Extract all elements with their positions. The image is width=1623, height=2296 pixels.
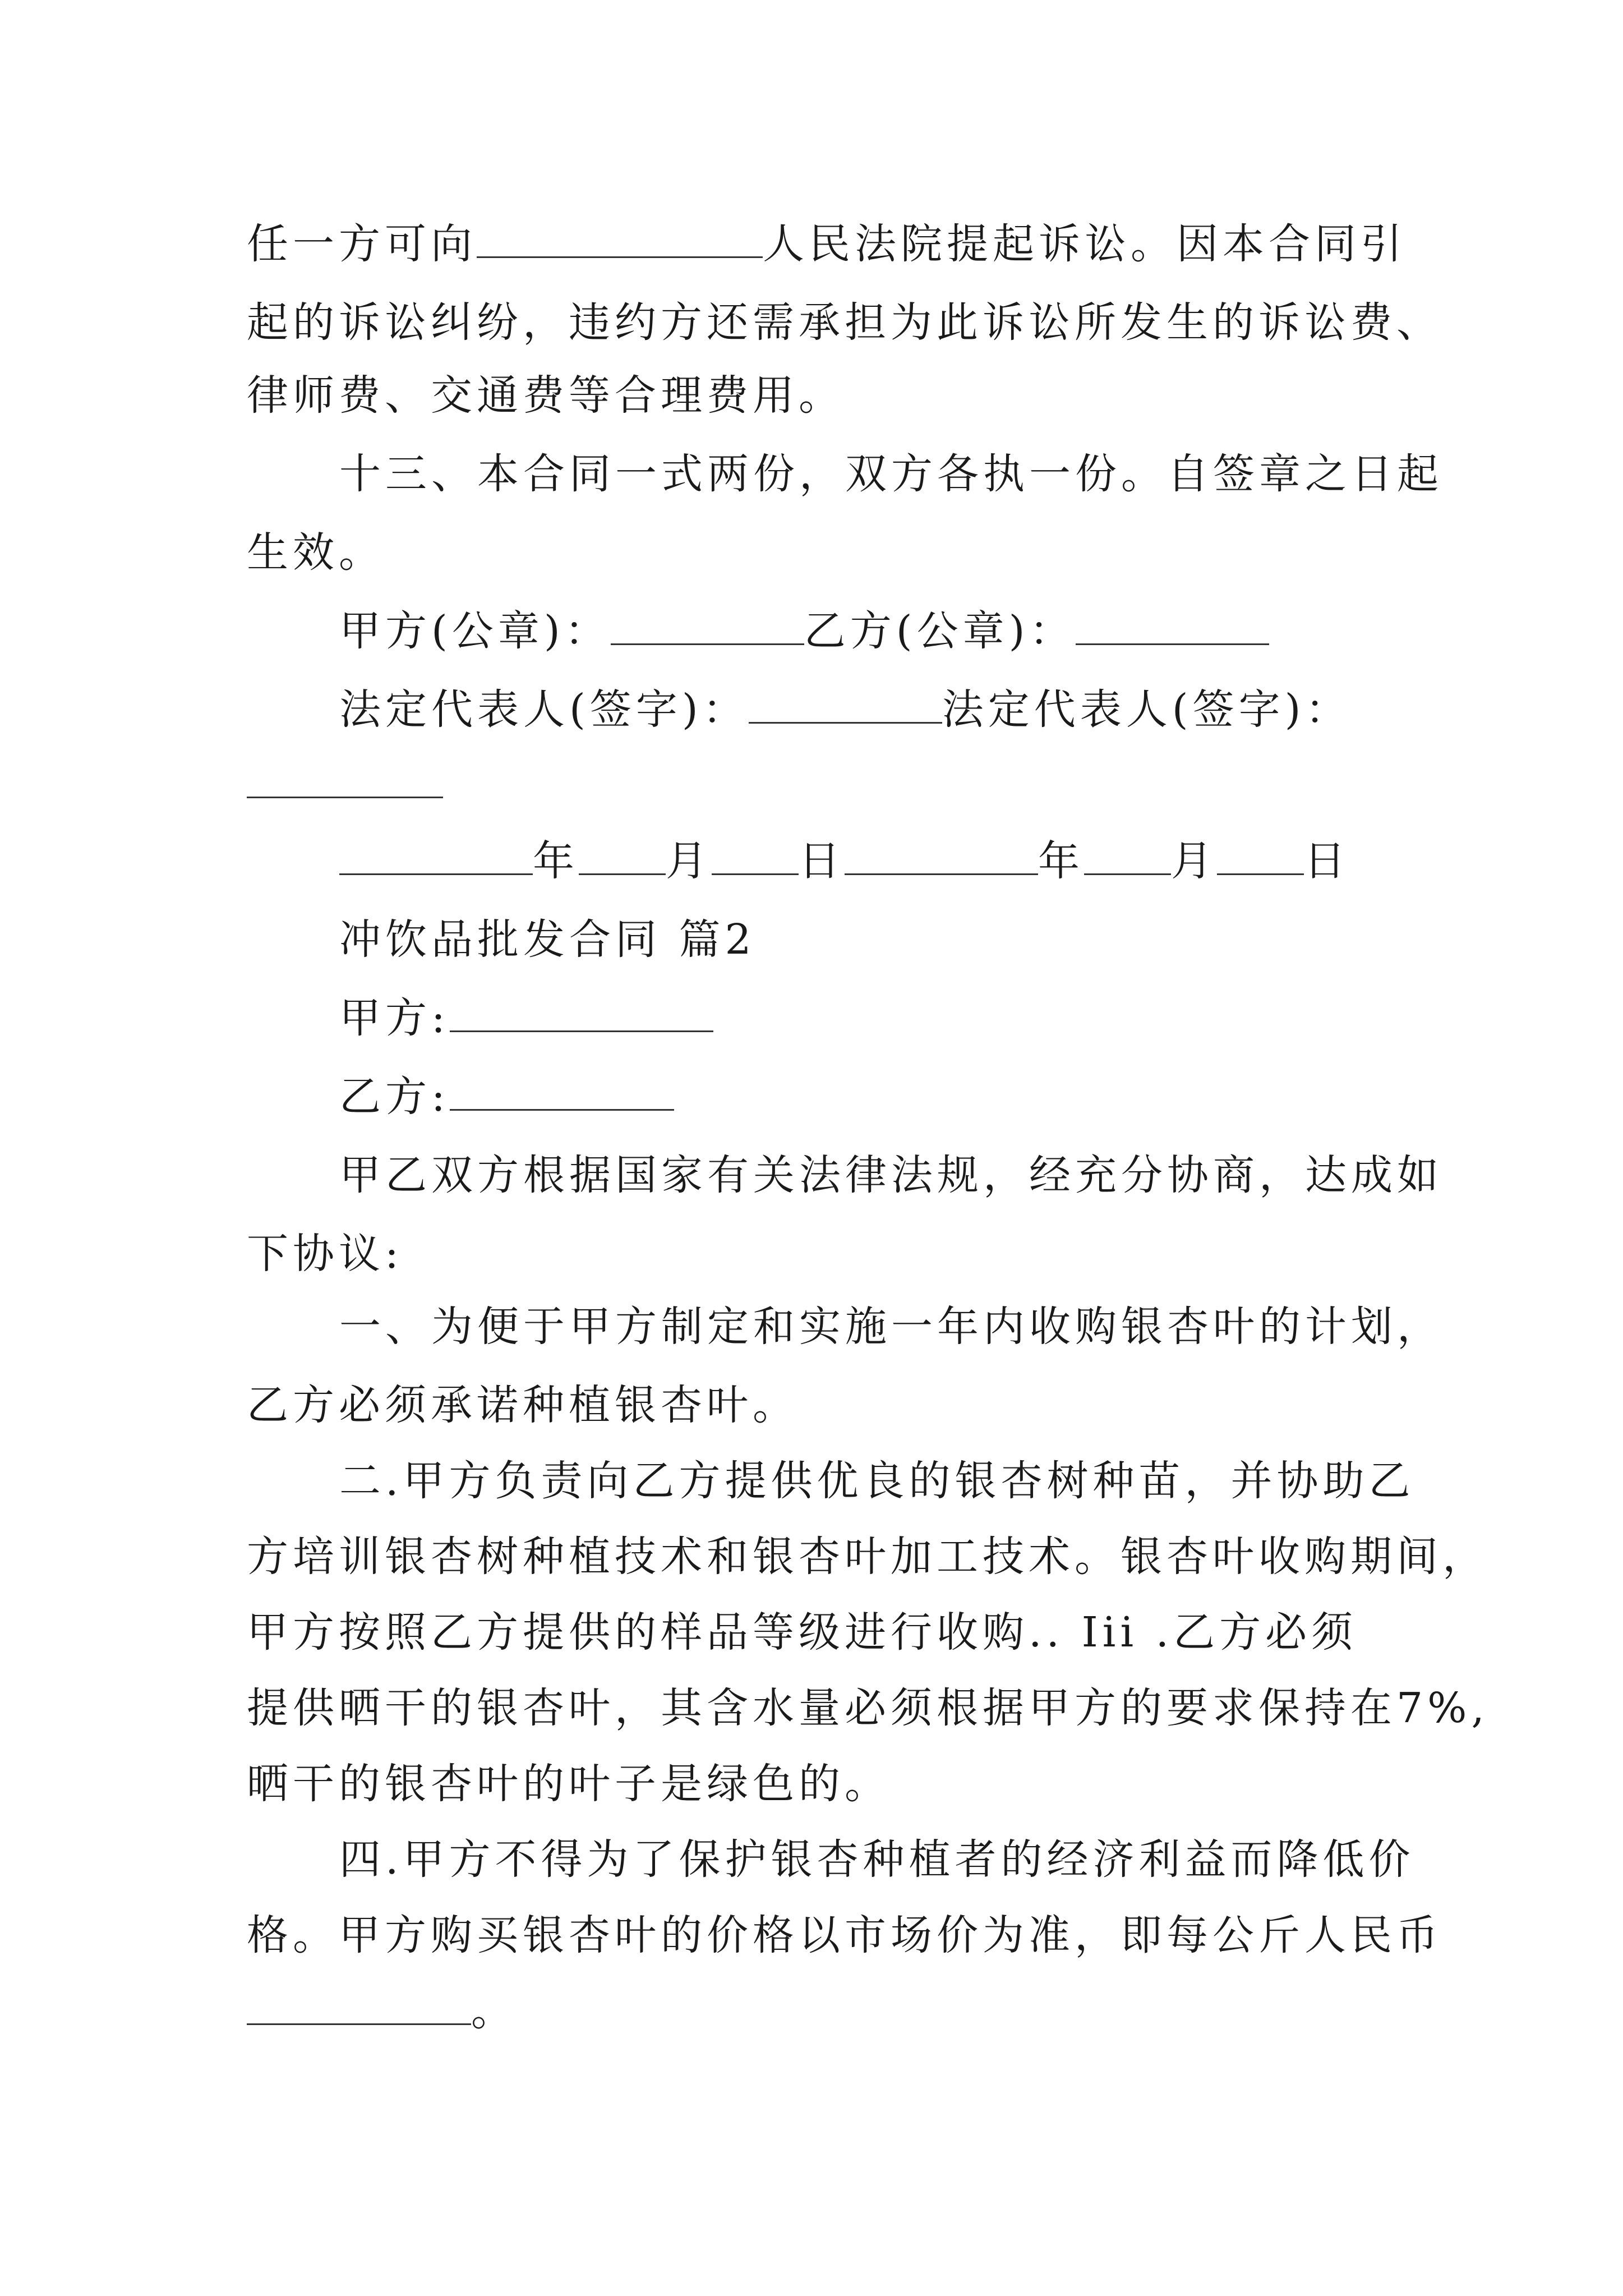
- signature-seal-line: [339, 603, 1269, 659]
- paragraph-line: 方培训银杏树种植技术和银杏叶加工技术。银杏叶收购期间，: [247, 1533, 1488, 1581]
- fill-in-blank: [1076, 603, 1269, 645]
- date-line: [339, 833, 1350, 889]
- date-month-label: 月: [666, 837, 712, 885]
- date-year-label: 年: [1038, 837, 1084, 885]
- fill-in-blank: [339, 833, 533, 875]
- party-b-line: [339, 1069, 674, 1125]
- paragraph-line: 格。甲方购买银杏叶的价格以市场价为准，即每公斤人民币: [247, 1911, 1442, 1959]
- paragraph-line: 四.甲方不得为了保护银杏种植者的经济利益而降低价: [339, 1835, 1415, 1884]
- party-a-seal-label: 甲方(公章)：: [339, 607, 611, 655]
- date-day-label: 日: [799, 837, 845, 885]
- party-a-line: [339, 990, 713, 1046]
- section-title: 冲饮品批发合同 篇2: [339, 915, 756, 964]
- fill-in-blank: [247, 1983, 471, 2025]
- fill-in-blank: [611, 603, 804, 645]
- paragraph-line: [247, 216, 1407, 272]
- paragraph-line: 乙方必须承诺种植银杏叶。: [247, 1381, 799, 1429]
- paragraph-line: 甲方按照乙方提供的样品等级进行收购.. Iii .乙方必须: [247, 1608, 1358, 1657]
- fill-in-blank: [845, 833, 1038, 875]
- paragraph-line: 一、为便于甲方制定和实施一年内收购银杏叶的计划，: [339, 1303, 1443, 1351]
- fill-in-blank: [247, 797, 443, 798]
- fill-in-blank: [450, 990, 713, 1032]
- paragraph-line: 晒干的银杏叶的叶子是绿色的。: [247, 1760, 891, 1808]
- text-span: 。: [471, 1987, 517, 2035]
- paragraph-line: 提供晒干的银杏叶，其含水量必须根据甲方的要求保持在7%,: [247, 1684, 1489, 1732]
- paragraph-line: 律师费、交通费等合理费用。: [247, 371, 845, 420]
- price-line: [247, 1983, 517, 2039]
- fill-in-blank: [712, 833, 799, 875]
- paragraph-line: 生效。: [247, 528, 385, 577]
- date-day-label: 日: [1304, 837, 1350, 885]
- paragraph-line: 下协议:: [247, 1230, 403, 1278]
- text-span: 人民法院提起诉讼。因本合同引: [763, 220, 1407, 268]
- paragraph-line: 甲乙双方根据国家有关法律法规，经充分协商，达成如: [339, 1151, 1443, 1199]
- party-b-label: 乙方:: [339, 1073, 450, 1121]
- text-span: 任一方可向: [247, 220, 477, 268]
- fill-in-blank: [749, 682, 942, 724]
- fill-in-blank: [1217, 833, 1304, 875]
- signature-rep-line: [339, 682, 1352, 738]
- fill-in-blank: [1084, 833, 1171, 875]
- fill-in-blank: [477, 216, 763, 258]
- party-a-label: 甲方:: [339, 994, 450, 1042]
- paragraph-line: 起的诉讼纠纷，违约方还需承担为此诉讼所发生的诉讼费、: [247, 298, 1442, 347]
- date-month-label: 月: [1171, 837, 1217, 885]
- fill-in-blank: [450, 1069, 674, 1111]
- rep-b-label: 法定代表人(签字)：: [942, 685, 1352, 734]
- paragraph-line: 十三、本合同一式两份，双方各执一份。自签章之日起: [339, 450, 1443, 498]
- paragraph-line: 二.甲方负责向乙方提供优良的银杏树种苗，并协助乙: [339, 1457, 1415, 1505]
- party-b-seal-label: 乙方(公章)：: [804, 607, 1076, 655]
- rep-a-label: 法定代表人(签字)：: [339, 685, 749, 734]
- fill-in-blank: [579, 833, 666, 875]
- date-year-label: 年: [533, 837, 579, 885]
